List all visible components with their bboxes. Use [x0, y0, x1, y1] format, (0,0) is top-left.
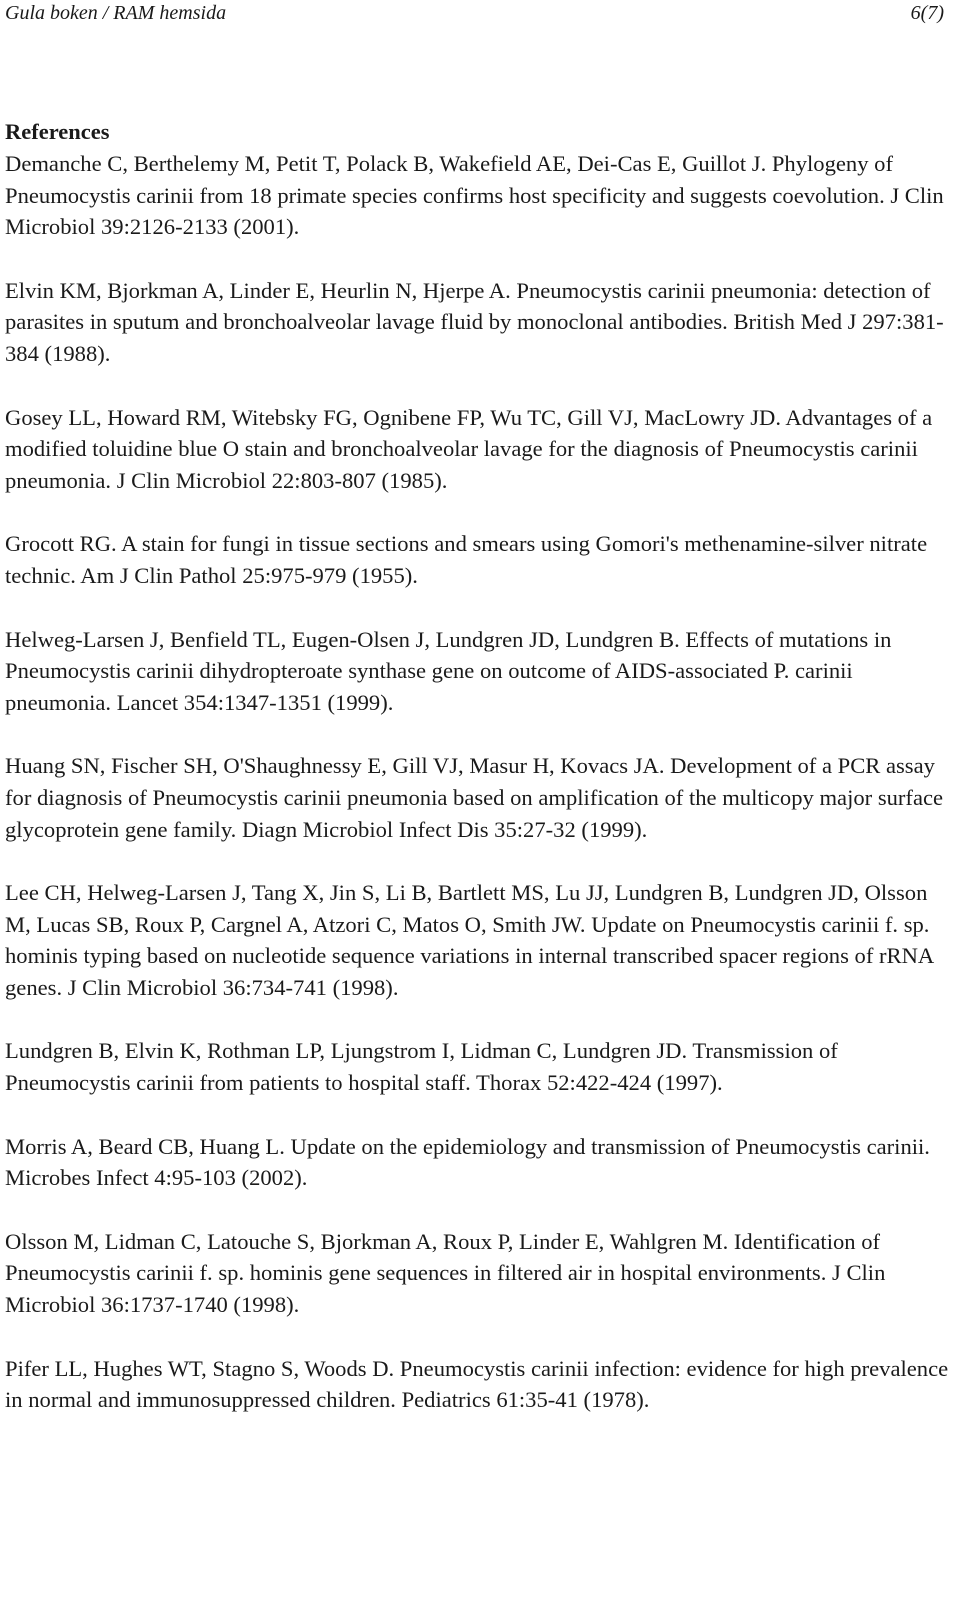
page-header — [5, 0, 944, 26]
reference-entry: Elvin KM, Bjorkman A, Linder E, Heurlin N, Hjerpe A. Pneumocystis carinii pneumonia: detection of parasites in sputum and bronchoalveolar lavage fluid by monoclonal antibodies. British Med J 297:381-384 (1988). — [5, 277, 944, 366]
reference-entry: Gosey LL, Howard RM, Witebsky FG, Ognibene FP, Wu TC, Gill VJ, MacLowry JD. Advantages of a modified toluidine blue O stain and bronchoalveolar lavage for the diagnosis of Pneumocystis carinii pneumonia. J Clin Microbiol 22:803-807 (1985). — [5, 404, 933, 493]
page-number: 6(7) — [910, 2, 944, 24]
reference-entry: Lee CH, Helweg-Larsen J, Tang X, Jin S, Li B, Bartlett MS, Lu JJ, Lundgren B, Lundgren JD, Olsson M, Lucas SB, Roux P, Cargnel A, Atzori C, Matos O, Smith JW. Update on Pneumocystis carinii f. sp. hominis typing based on nucleotide sequence variations in internal transcribed spacer regions of rRNA genes. J Clin Microbiol 36:734-741 (1998). — [5, 880, 933, 1000]
references-heading: References — [5, 119, 110, 144]
reference-entry: Morris A, Beard CB, Huang L. Update on the epidemiology and transmission of Pneumocystis carinii. Microbes Infect 4:95-103 (2002). — [5, 1133, 930, 1191]
reference-entry: Pifer LL, Hughes WT, Stagno S, Woods D. Pneumocystis carinii infection: evidence for high prevalence in normal and immunosuppressed children. Pediatrics 61:35-41 (1978). — [5, 1355, 949, 1413]
reference-entry: Helweg-Larsen J, Benfield TL, Eugen-Olsen J, Lundgren JD, Lundgren B. Effects of mutations in Pneumocystis carinii dihydropteroate synthase gene on outcome of AIDS-associated P. carinii pneumonia. Lancet 354:1347-1351 (1999). — [5, 626, 892, 715]
reference-entry: Demanche C, Berthelemy M, Petit T, Polack B, Wakefield AE, Dei-Cas E, Guillot J. Phylogeny of Pneumocystis carinii from 18 primate species confirms host specificity and suggests coevolution. J Clin Microbiol 39:2126-2133 (2001). — [5, 151, 944, 240]
reference-list — [5, 148, 953, 1416]
document-title: Gula boken / RAM hemsida — [5, 2, 227, 24]
reference-entry: Huang SN, Fischer SH, O'Shaughnessy E, Gill VJ, Masur H, Kovacs JA. Development of a PCR assay for diagnosis of Pneumocystis carinii pneumonia based on amplification of the multicopy major surface glycoprotein gene family. Diagn Microbiol Infect Dis 35:27-32 (1999). — [5, 753, 944, 842]
reference-entry: Lundgren B, Elvin K, Rothman LP, Ljungstrom I, Lidman C, Lundgren JD. Transmission of Pneumocystis carinii from patients to hospital staff. Thorax 52:422-424 (1997). — [5, 1038, 838, 1096]
reference-entry: Grocott RG. A stain for fungi in tissue sections and smears using Gomori's methenamine-silver nitrate technic. Am J Clin Pathol 25:975-979 (1955). — [5, 531, 928, 588]
references-section — [5, 116, 953, 1416]
reference-entry: Olsson M, Lidman C, Latouche S, Bjorkman A, Roux P, Linder E, Wahlgren M. Identification of Pneumocystis carinii f. sp. hominis gene sequences in filtered air in hospital environments. J Clin Microbiol 36:1737-1740 (1998). — [5, 1228, 886, 1318]
